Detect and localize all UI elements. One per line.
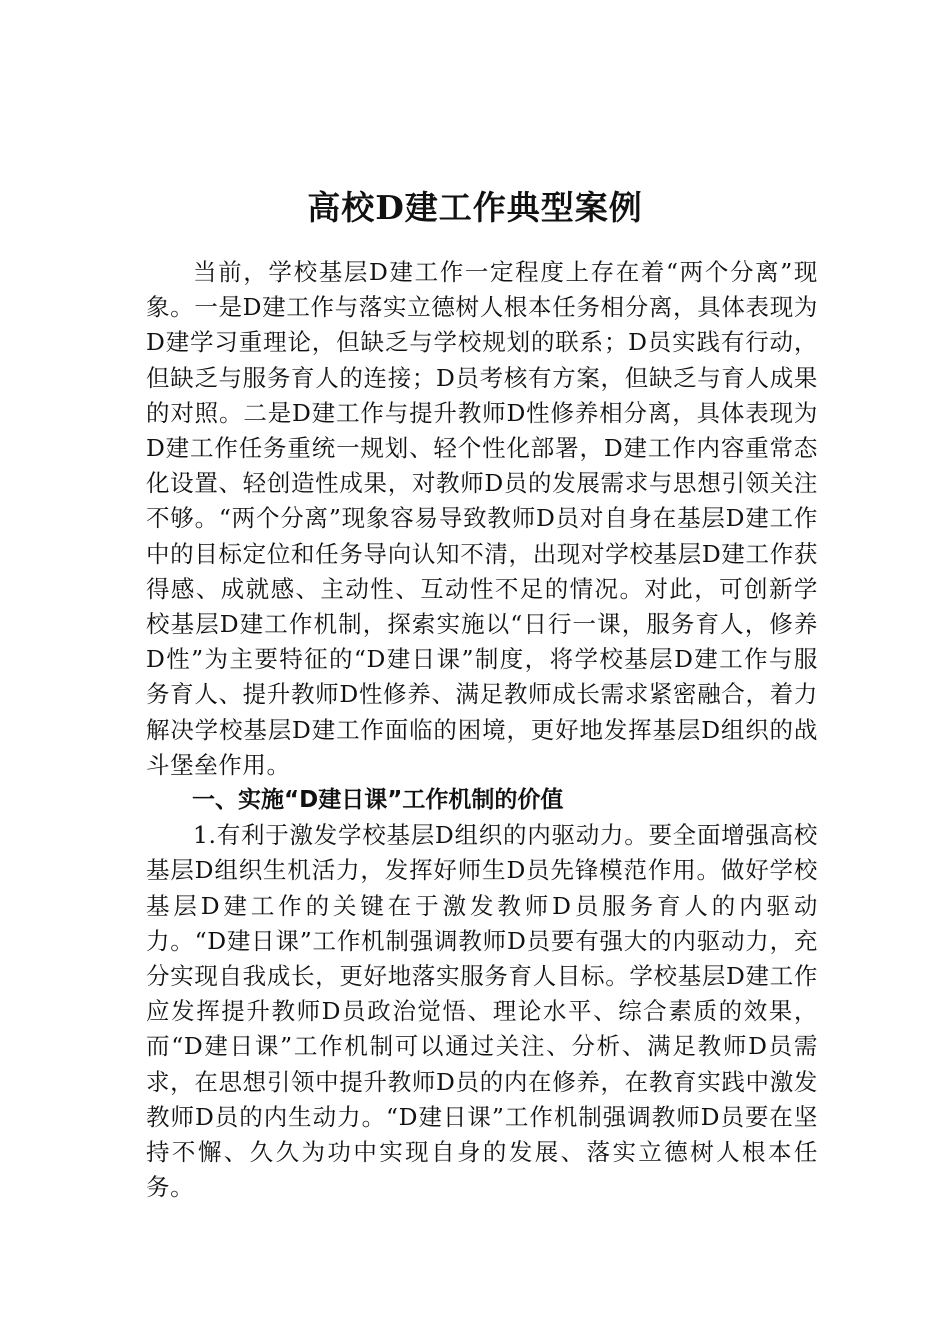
section-heading: 一、实施“D建日课”工作机制的价值 <box>192 787 564 814</box>
document-title: 高校D建工作典型案例 <box>307 188 643 228</box>
section-paragraph: 1.有利于激发学校基层D组织的内驱动力。要全面增强高校基层D组织生机活力，发挥好师生D员先锋模范作用。做好学校基层D建工作的关键在于激发教师D员服务育人的内驱动力。“D建日课”工作机制强调教师D员要有强大的内驱动力，充分实现自我成长，更好地落实服务育人目标。学校基层D建工作应发挥提升教师D员政治觉悟、理论水平、综合素质的效果，而“D建日课”工作机制可以通过关注、分析、满足教师D员需求，在思想引领中提升教师D员的内在修养，在教育实践中激发教师D员的内生动力。“D建日课”工作机制强调教师D员要在坚持不懈、久久为功中实现自身的发展、落实立德树人根本任务。 <box>146 821 818 1202</box>
intro-paragraph: 当前，学校基层D建工作一定程度上存在着“两个分离”现象。一是D建工作与落实立德树人根本任务相分离，具体表现为D建学习重理论，但缺乏与学校规划的联系；D员实践有行动，但缺乏与服务育人的连接；D员考核有方案，但缺乏与育人成果的对照。二是D建工作与提升教师D性修养相分离，具体表现为D建工作任务重统一规划、轻个性化部署，D建工作内容重常态化设置、轻创造性成果，对教师D员的发展需求与思想引领关注不够。“两个分离”现象容易导致教师D员对自身在基层D建工作中的目标定位和任务导向认知不清，出现对学校基层D建工作获得感、成就感、主动性、互动性不足的情况。对此，可创新学校基层D建工作机制，探索实施以“日行一课，服务育人，修养D性”为主要特征的“D建日课”制度，将学校基层D建工作与服务育人、提升教师D性修养、满足教师成长需求紧密融合，着力解决学校基层D建工作面临的困境，更好地发挥基层D组织的战斗堡垒作用。 <box>146 258 818 779</box>
document-body <box>146 255 818 1205</box>
